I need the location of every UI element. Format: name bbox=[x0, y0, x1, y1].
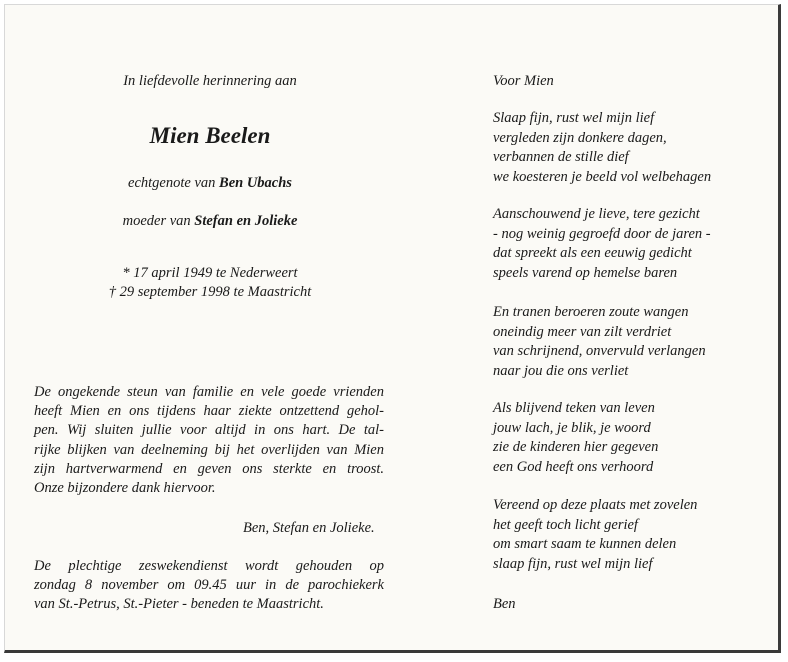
poem-line: En tranen beroeren zoute wangen bbox=[493, 304, 689, 320]
poem-stanza bbox=[493, 496, 697, 574]
dedication: Voor Mien bbox=[493, 73, 554, 89]
poem-line: oneindig meer van zilt verdriet bbox=[493, 323, 672, 340]
poem-line: het geeft toch licht gerief bbox=[493, 516, 638, 533]
mother-prefix: moeder van bbox=[122, 213, 191, 229]
poem-stanza bbox=[493, 303, 706, 381]
service-line: van St.-Petrus, St.-Pieter - beneden te Maastricht. bbox=[34, 596, 324, 613]
service-line: De plechtige zeswekendienst wordt gehouden op bbox=[34, 558, 384, 574]
spouse-line bbox=[60, 174, 360, 193]
spouse-name: Ben Ubachs bbox=[219, 175, 292, 191]
poem-line: speels varend op hemelse baren bbox=[493, 264, 678, 281]
poem-line: jouw lach, je blik, je woord bbox=[493, 419, 651, 436]
service-line: zondag 8 november om 09.45 uur in de parochiekerk bbox=[34, 577, 384, 594]
poem-line: een God heeft ons verhoord bbox=[493, 458, 654, 475]
poem-stanza bbox=[493, 205, 711, 283]
poem-author: Ben bbox=[493, 596, 516, 612]
spouse-prefix: echtgenote van bbox=[128, 175, 216, 191]
poem-line: Aanschouwend je lieve, tere gezicht bbox=[493, 206, 700, 222]
birth-line: * 17 april 1949 te Nederweert bbox=[122, 265, 298, 281]
poem-line: slaap fijn, rust wel mijn lief bbox=[493, 555, 653, 572]
poem-line: dat spreekt als een eeuwig gedicht bbox=[493, 245, 692, 261]
poem-line: vergleden zijn donkere dagen, bbox=[493, 129, 667, 146]
thanks-line: rijke blijken van deelneming bij het overlijden van Mien bbox=[34, 441, 384, 458]
service-paragraph bbox=[34, 557, 384, 615]
thanks-line: Onze bijzondere dank hiervoor. bbox=[34, 480, 216, 497]
poem-line: om smart saam te kunnen delen bbox=[493, 536, 677, 552]
thanks-line: zijn hartverwarmend en geven ons sterkte en troost. bbox=[34, 460, 384, 477]
poem-stanza bbox=[493, 109, 711, 187]
poem-line: Slaap fijn, rust wel mijn lief bbox=[493, 110, 655, 126]
deceased-name: Mien Beelen bbox=[149, 123, 271, 148]
mother-line bbox=[60, 212, 360, 231]
poem-line: verbannen de stille dief bbox=[493, 149, 629, 165]
thanks-paragraph bbox=[34, 383, 384, 498]
death-line: † 29 september 1998 te Maastricht bbox=[108, 284, 312, 300]
poem-line: van schrijnend, onvervuld verlangen bbox=[493, 343, 706, 359]
poem-line: Als blijvend teken van leven bbox=[493, 400, 655, 416]
poem-line: Vereend op deze plaats met zovelen bbox=[493, 497, 698, 513]
poem-line: zie de kinderen hier gegeven bbox=[493, 439, 659, 455]
poem-line: naar jou die ons verliet bbox=[493, 362, 629, 379]
thanks-line: pen. Wij sluiten jullie voor altijd in ons hart. De tal- bbox=[34, 422, 384, 439]
thanks-line: De ongekende steun van familie en vele goede vrienden bbox=[34, 384, 384, 400]
poem-stanza bbox=[493, 399, 658, 477]
intro-text: In liefdevolle herinnering aan bbox=[123, 73, 297, 89]
family-signature: Ben, Stefan en Jolieke. bbox=[243, 520, 375, 536]
children-names: Stefan en Jolieke bbox=[194, 213, 298, 229]
poem-line: - nog weinig gegroefd door de jaren - bbox=[493, 225, 711, 242]
thanks-line: heeft Mien en ons tijdens haar ziekte ontzettend gehol- bbox=[34, 403, 384, 420]
poem-line: we koesteren je beeld vol welbehagen bbox=[493, 168, 712, 185]
